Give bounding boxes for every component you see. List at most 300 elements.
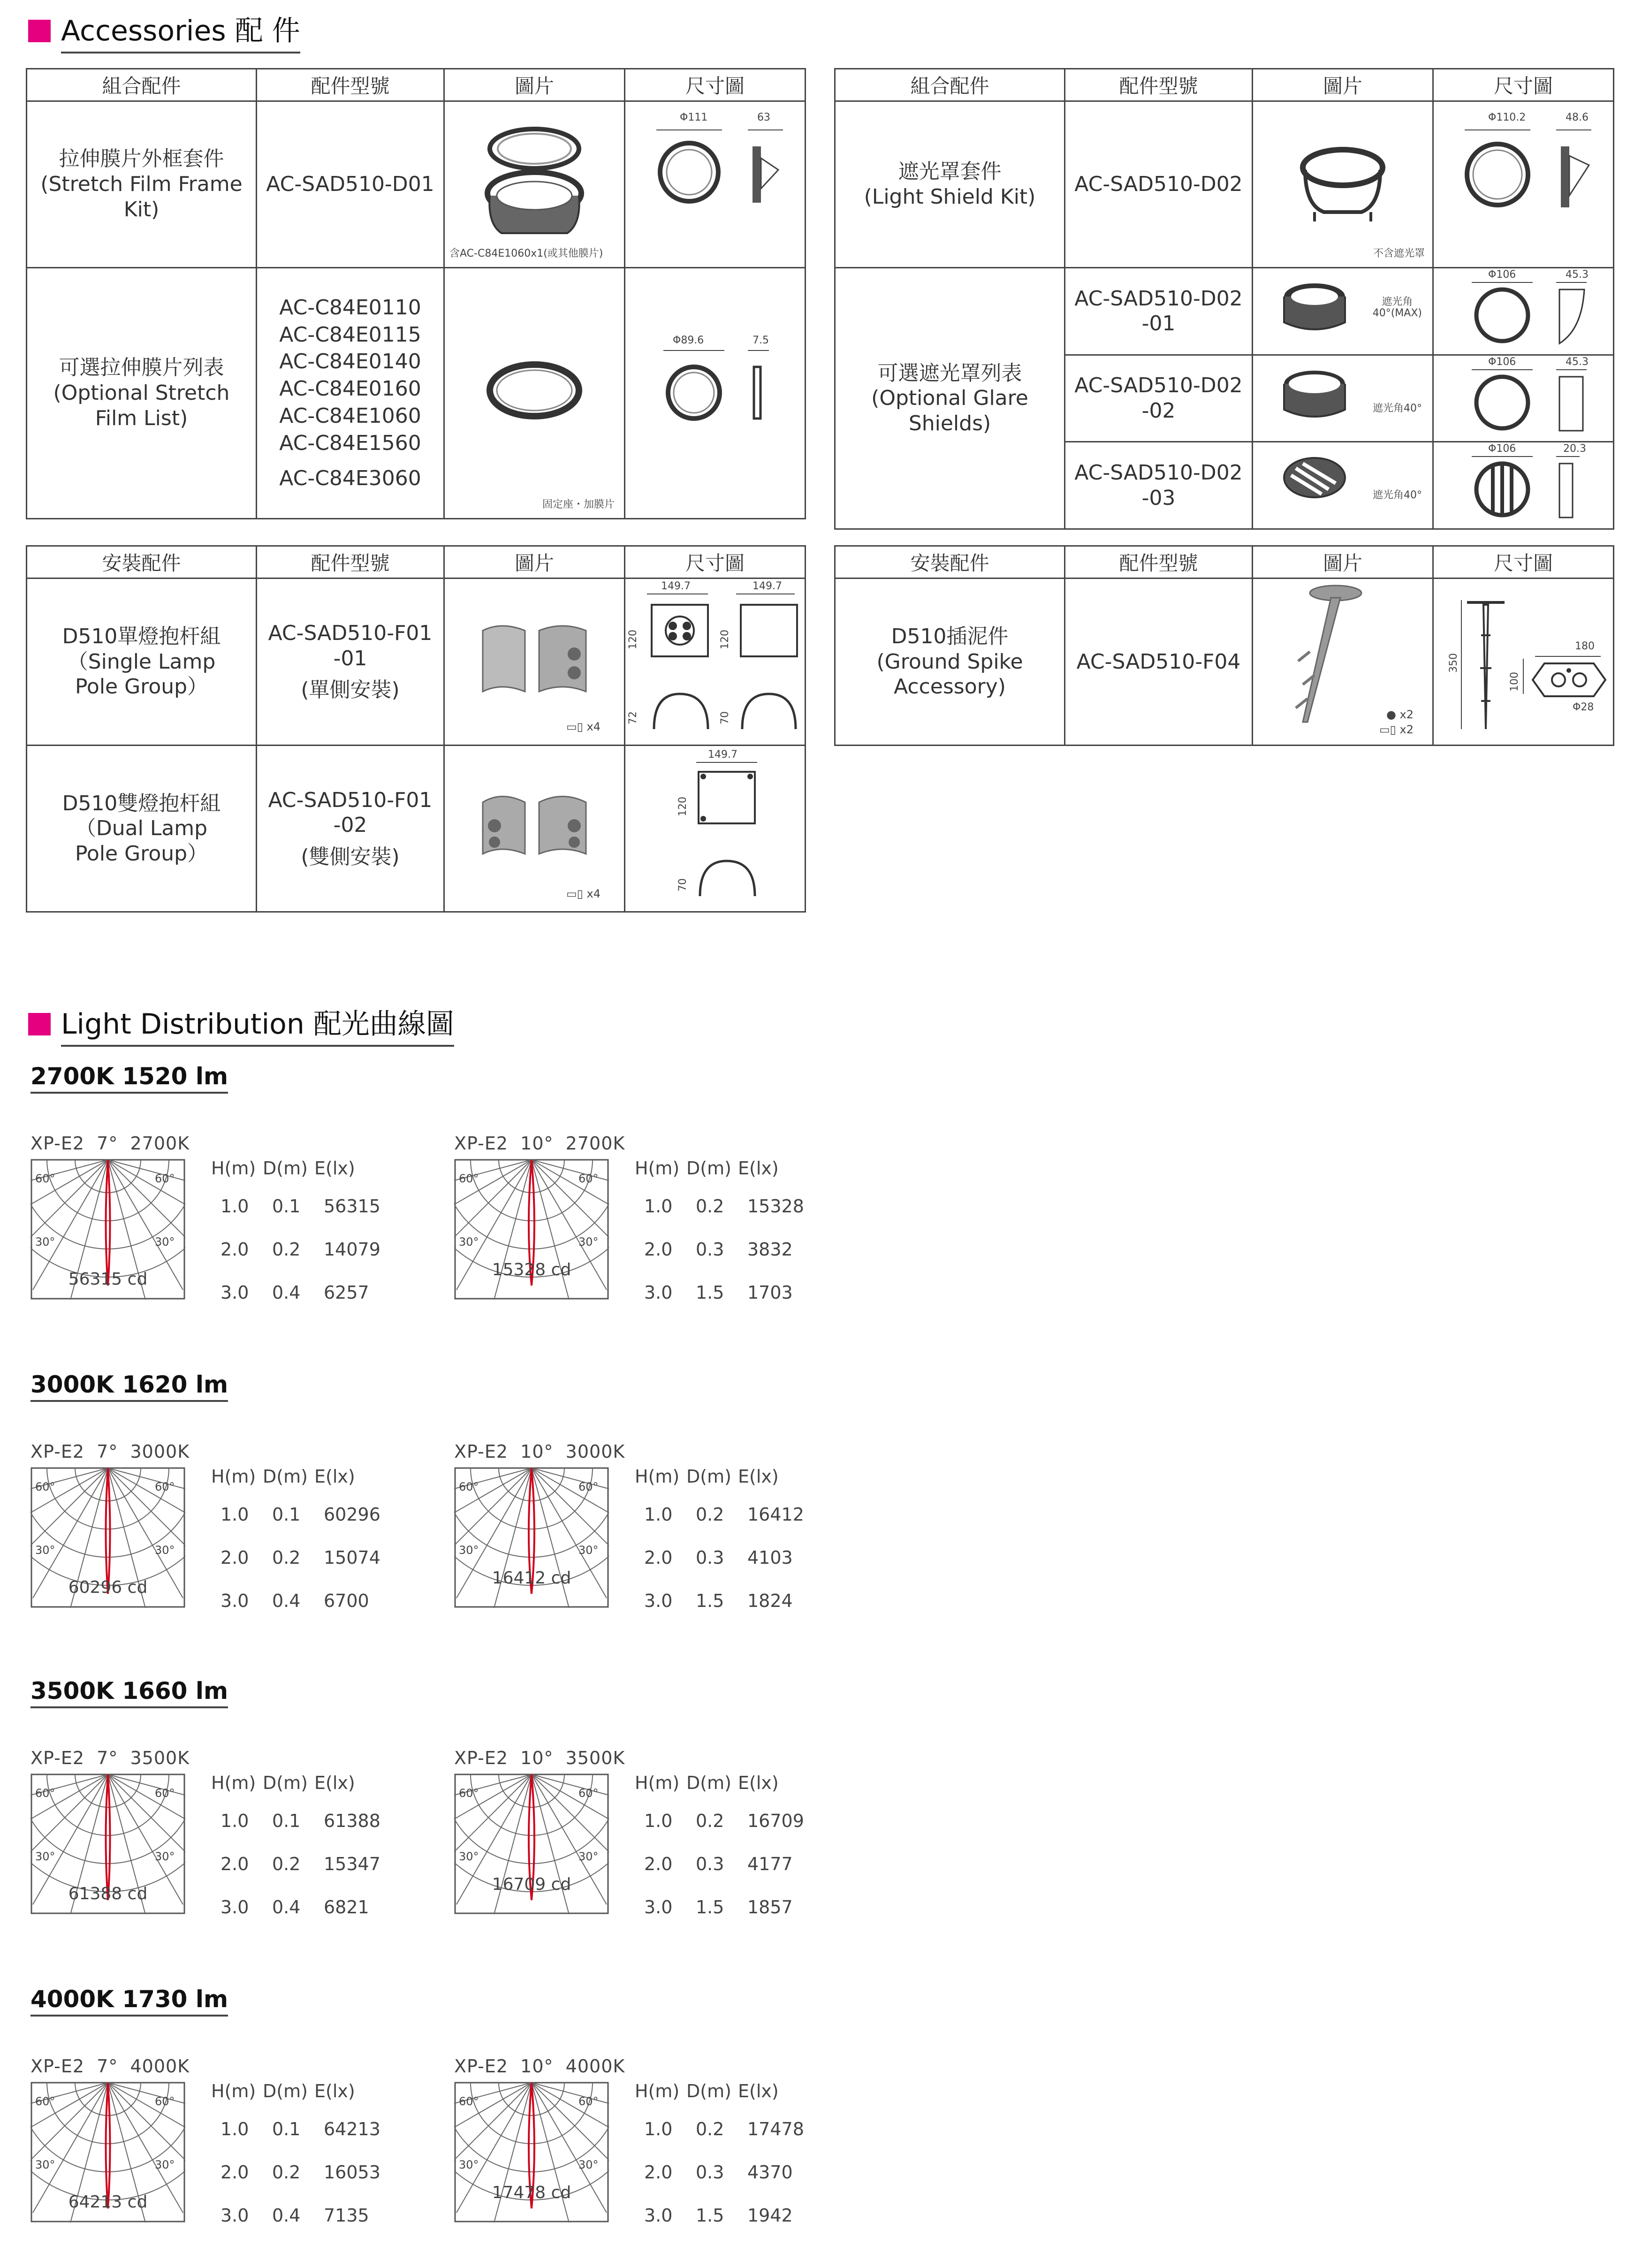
illuminance-table-header [635, 2075, 813, 2108]
table-cell: 0.3 [696, 1547, 724, 1568]
polar-angle-label: 60° [459, 1172, 479, 1185]
table-cell: 0.3 [696, 2162, 724, 2183]
dual-pole-dims [625, 745, 806, 912]
dim-label: Φ111 [680, 111, 708, 123]
dim-label: Φ106 [1488, 269, 1516, 281]
polar-angle-label: 30° [459, 1850, 479, 1863]
table-row [211, 1228, 389, 1271]
glare-image-02 [1253, 355, 1433, 442]
shield-table [834, 68, 1614, 530]
single-pole-dims [625, 578, 806, 746]
illuminance-table [635, 1152, 813, 1314]
peak-candela-label: 16412 cd [492, 1568, 571, 1588]
polar-angle-label: 30° [578, 1850, 599, 1863]
polar-chart [30, 1467, 185, 1608]
header-model: 配件型號 [257, 69, 444, 101]
polar-angle-label: 30° [459, 1235, 479, 1248]
glare-list-name: 可選遮光罩列表 (Optional Glare Shields) [835, 268, 1065, 529]
polar-angle-label: 30° [459, 1544, 479, 1557]
polar-angle-label: 30° [35, 1850, 55, 1863]
polar-chart-label: XP-E2 7° 3000K [30, 1441, 190, 1462]
table-cell: 3832 [747, 1239, 793, 1260]
column-header: D(m) [263, 2081, 308, 2101]
table-row [211, 1799, 389, 1842]
frame-kit-dims [625, 101, 806, 268]
column-header: D(m) [686, 1466, 731, 1487]
table-row [835, 268, 1614, 355]
table-cell: 15328 [747, 1196, 804, 1217]
spike-qty-2: ▭▯ x2 [1379, 723, 1414, 737]
table-cell: 0.2 [696, 1504, 724, 1525]
table-cell: 2.0 [220, 1547, 249, 1568]
polar-angle-label: 30° [578, 2158, 599, 2171]
illuminance-table [211, 1766, 389, 1929]
table-row [27, 578, 806, 746]
dim-label: 7.5 [753, 334, 769, 346]
polar-angle-label: 60° [155, 2095, 175, 2108]
table-cell: 6821 [324, 1897, 369, 1918]
illuminance-table-header [635, 1460, 813, 1493]
polar-chart [454, 1159, 609, 1300]
table-row [211, 1271, 389, 1314]
polar-chart-label: XP-E2 7° 2700K [30, 1133, 190, 1154]
header-model: 配件型號 [1065, 69, 1253, 101]
column-header: H(m) [211, 1158, 256, 1179]
illuminance-table-header [211, 1766, 389, 1799]
peak-candela-label: 56315 cd [68, 1270, 148, 1289]
polar-angle-label: 30° [459, 2158, 479, 2171]
table-row [211, 1536, 389, 1579]
polar-chart [454, 2082, 609, 2222]
dim-label: 149.7 [753, 580, 782, 592]
peak-candela-label: 60296 cd [68, 1578, 148, 1597]
spike-image [1253, 578, 1433, 746]
spike-model: AC-SAD510-F04 [1065, 578, 1253, 746]
single-pole-name: D510單燈抱杆組 （Single Lamp Pole Group） [27, 578, 257, 746]
distribution-group-title: 3000K 1620 lm [30, 1371, 228, 1402]
table-row [211, 1886, 389, 1929]
polar-chart-label: XP-E2 10° 3500K [454, 1748, 625, 1768]
column-header: E(lx) [738, 1466, 779, 1487]
polar-angle-label: 30° [578, 1544, 599, 1557]
table-cell: 1.0 [220, 1504, 249, 1525]
column-header: D(m) [263, 1773, 308, 1793]
table-cell: 0.1 [272, 1196, 301, 1217]
glare-shield-03-illustration [1272, 449, 1366, 515]
table-cell: 1.0 [644, 1504, 673, 1525]
distribution-group-title: 4000K 1730 lm [30, 1986, 228, 2017]
table-cell: 16709 [747, 1811, 804, 1831]
ground-spike-illustration [1270, 581, 1387, 736]
table-cell: 0.2 [272, 1239, 301, 1260]
table-cell: 1.5 [696, 1591, 724, 1611]
polar-chart-svg [454, 1159, 609, 1300]
illuminance-table-header [635, 1152, 813, 1185]
film-list-models: AC-C84E0110 AC-C84E0115 AC-C84E0140 AC-C84E0160 AC-C84E1060 AC-C84E1560 AC-C84E3060 [257, 268, 444, 519]
polar-angle-label: 60° [35, 1787, 55, 1800]
column-header: H(m) [635, 1773, 680, 1793]
section-marker [28, 20, 51, 42]
beam-curve [106, 1774, 110, 1900]
dual-pole-illustration [473, 779, 595, 873]
shield-kit-illustration [1286, 135, 1399, 228]
table-cell: 60296 [324, 1504, 380, 1525]
peak-candela-label: 15328 cd [492, 1260, 571, 1279]
table-cell: 61388 [324, 1811, 380, 1831]
illuminance-table-header [211, 1460, 389, 1493]
polar-chart-label: XP-E2 10° 2700K [454, 1133, 625, 1154]
dim-label: 72 [627, 711, 639, 724]
table-row [211, 1493, 389, 1536]
dim-label: 63 [757, 111, 770, 123]
table-row [635, 1185, 813, 1228]
polar-angle-label: 30° [35, 1235, 55, 1248]
table-cell: 0.2 [696, 1811, 724, 1831]
table-cell: 0.3 [696, 1239, 724, 1260]
table-row [211, 2151, 389, 2194]
dual-pole-model: AC-SAD510-F01 -02 (雙側安裝) [257, 745, 444, 912]
dim-label: Φ106 [1488, 356, 1516, 368]
dim-label: 350 [1448, 653, 1460, 673]
glare-model-02: AC-SAD510-D02 -02 [1065, 355, 1253, 442]
peak-candela-label: 16709 cd [492, 1875, 571, 1894]
shield-kit-note: 不含遮光罩 [1373, 248, 1425, 260]
polar-chart-svg [454, 2082, 609, 2222]
spike-install-table [834, 545, 1614, 746]
frame-kit-illustration [464, 111, 605, 252]
dim-label: Φ89.6 [673, 334, 704, 346]
polar-angle-label: 30° [35, 1544, 55, 1557]
table-cell: 1824 [747, 1591, 793, 1611]
single-pole-illustration [473, 612, 595, 706]
table-cell: 15347 [324, 1854, 380, 1874]
table-cell: 0.4 [272, 1591, 301, 1611]
glare-shield-02-illustration [1272, 363, 1366, 428]
single-pole-dimension-drawing [626, 579, 804, 738]
dim-label: 120 [677, 796, 689, 816]
shield-kit-image [1253, 101, 1433, 268]
dim-label: 180 [1575, 640, 1595, 652]
polar-chart-svg [30, 2082, 185, 2222]
spike-dims [1433, 578, 1614, 746]
column-header: H(m) [635, 1466, 680, 1487]
polar-angle-label: 60° [578, 1480, 599, 1493]
column-header: H(m) [211, 2081, 256, 2101]
polar-angle-label: 60° [459, 1480, 479, 1493]
table-row [835, 101, 1614, 268]
table-cell: 64213 [324, 2119, 380, 2139]
column-header: D(m) [263, 1158, 308, 1179]
accessories-title [28, 8, 300, 53]
table-row [211, 1185, 389, 1228]
table-cell: 1.5 [696, 1282, 724, 1303]
polar-chart-label: XP-E2 10° 4000K [454, 2056, 625, 2077]
table-cell: 3.0 [644, 1591, 673, 1611]
distribution-group-title: 2700K 1520 lm [30, 1063, 228, 1094]
polar-chart [30, 1773, 185, 1914]
dim-label: 48.6 [1566, 111, 1589, 123]
polar-angle-label: 60° [155, 1480, 175, 1493]
dual-pole-qty: ▭▯ x4 [566, 887, 601, 901]
polar-chart [30, 1159, 185, 1300]
polar-chart-svg [30, 1773, 185, 1914]
glare-03-dimension-drawing [1437, 442, 1610, 522]
table-cell: 1703 [747, 1282, 793, 1303]
header-dims: 尺寸圖 [625, 69, 806, 101]
table-cell: 1.0 [644, 2119, 673, 2139]
table-cell: 0.2 [696, 2119, 724, 2139]
frame-kit-dimension-drawing [628, 111, 802, 252]
column-header: E(lx) [738, 2081, 779, 2101]
table-cell: 2.0 [644, 1854, 673, 1874]
header-dims: 尺寸圖 [625, 546, 806, 578]
frame-kit-note: 含AC-C84E1060x1(或其他膜片) [449, 248, 603, 260]
table-cell: 14079 [324, 1239, 380, 1260]
film-list-note: 固定座・加膜片 [542, 499, 615, 511]
dim-label: 45.3 [1566, 269, 1589, 281]
dim-label: 70 [677, 878, 689, 891]
glare-note-03: 遮光角40° [1373, 489, 1422, 502]
header-image: 圖片 [1253, 546, 1433, 578]
polar-angle-label: 60° [35, 1172, 55, 1185]
table-cell: 3.0 [644, 1897, 673, 1918]
dual-pole-name: D510雙燈抱杆組 （Dual Lamp Pole Group） [27, 745, 257, 912]
polar-chart-svg [454, 1467, 609, 1608]
table-cell: 0.2 [272, 2162, 301, 2183]
table-cell: 3.0 [220, 1282, 249, 1303]
illuminance-table [635, 2075, 813, 2237]
distribution-title-text: Light Distribution 配光曲線圖 [61, 1002, 454, 1047]
single-pole-image [444, 578, 625, 746]
table-cell: 0.4 [272, 2205, 301, 2226]
illuminance-table [211, 2075, 389, 2237]
polar-angle-label: 60° [35, 1480, 55, 1493]
table-cell: 3.0 [644, 1282, 673, 1303]
dim-label: 120 [627, 630, 639, 649]
polar-chart-label: XP-E2 10° 3000K [454, 1441, 625, 1462]
table-row [211, 2108, 389, 2151]
illuminance-table-header [211, 1152, 389, 1185]
polar-chart-svg [454, 1773, 609, 1914]
glare-model-03: AC-SAD510-D02 -03 [1065, 442, 1253, 529]
polar-chart-label: XP-E2 7° 3500K [30, 1748, 190, 1768]
dim-label: Φ106 [1488, 443, 1516, 455]
table-cell: 3.0 [220, 1897, 249, 1918]
polar-angle-label: 30° [35, 2158, 55, 2171]
table-row [635, 2194, 813, 2237]
table-cell: 1.0 [220, 2119, 249, 2139]
polar-angle-label: 60° [155, 1787, 175, 1800]
table-row [635, 1493, 813, 1536]
polar-chart [454, 1773, 609, 1914]
table-cell: 1.5 [696, 2205, 724, 2226]
peak-candela-label: 64213 cd [68, 2192, 148, 2212]
film-list-name: 可選拉伸膜片列表 (Optional Stretch Film List) [27, 268, 257, 519]
table-row [635, 1579, 813, 1622]
film-list-dims [625, 268, 806, 519]
table-cell: 16412 [747, 1504, 804, 1525]
table-cell: 1942 [747, 2205, 793, 2226]
single-pole-model: AC-SAD510-F01 -01 (單側安裝) [257, 578, 444, 746]
film-ring-illustration [478, 353, 591, 428]
section-marker [28, 1013, 51, 1035]
illuminance-table [635, 1460, 813, 1622]
beam-curve [106, 1468, 110, 1594]
table-cell: 0.2 [272, 1547, 301, 1568]
table-cell: 3.0 [644, 2205, 673, 2226]
illuminance-table [211, 1152, 389, 1314]
column-header: H(m) [635, 1158, 680, 1179]
table-cell: 2.0 [644, 1547, 673, 1568]
header-model: 配件型號 [257, 546, 444, 578]
glare-dims-02 [1433, 355, 1614, 442]
table-row [835, 578, 1614, 746]
column-header: E(lx) [738, 1158, 779, 1179]
table-cell: 17478 [747, 2119, 804, 2139]
ground-spike-dimension-drawing [1434, 579, 1612, 738]
single-pole-qty: ▭▯ x4 [566, 720, 601, 734]
header-install: 安裝配件 [835, 546, 1065, 578]
glare-shield-01-illustration [1272, 275, 1366, 341]
frame-kit-name: 拉伸膜片外框套件 (Stretch Film Frame Kit) [27, 101, 257, 268]
column-header: D(m) [686, 1773, 731, 1793]
illuminance-table [211, 1460, 389, 1622]
table-cell: 15074 [324, 1547, 380, 1568]
header-install: 安裝配件 [27, 546, 257, 578]
dim-label: 149.7 [661, 580, 691, 592]
glare-note-01: 遮光角 40°(MAX) [1372, 296, 1422, 320]
column-header: E(lx) [314, 1773, 355, 1793]
dual-pole-dimension-drawing [626, 746, 804, 906]
distribution-title [28, 1002, 454, 1047]
shield-kit-name: 遮光罩套件 (Light Shield Kit) [835, 101, 1065, 268]
glare-01-dimension-drawing [1437, 268, 1610, 348]
table-row [635, 1536, 813, 1579]
table-cell: 0.1 [272, 1504, 301, 1525]
polar-angle-label: 60° [35, 2095, 55, 2108]
film-list-image [444, 268, 625, 519]
table-cell: 0.1 [272, 2119, 301, 2139]
polar-chart-svg [30, 1159, 185, 1300]
table-cell: 0.2 [696, 1196, 724, 1217]
polar-angle-label: 30° [155, 1850, 175, 1863]
glare-dims-03 [1433, 442, 1614, 529]
table-row [211, 1579, 389, 1622]
polar-chart [30, 2082, 185, 2222]
column-header: E(lx) [314, 2081, 355, 2101]
polar-angle-label: 30° [155, 1544, 175, 1557]
frame-kit-image [444, 101, 625, 268]
header-image: 圖片 [444, 69, 625, 101]
table-cell: 6700 [324, 1591, 369, 1611]
illuminance-table-header [211, 2075, 389, 2108]
table-cell: 4177 [747, 1854, 793, 1874]
table-cell: 3.0 [220, 1591, 249, 1611]
glare-dims-01 [1433, 268, 1614, 355]
table-cell: 6257 [324, 1282, 369, 1303]
header-image: 圖片 [444, 546, 625, 578]
table-cell: 4370 [747, 2162, 793, 2183]
column-header: E(lx) [314, 1158, 355, 1179]
header-combo: 組合配件 [835, 69, 1065, 101]
table-row [635, 1886, 813, 1929]
illuminance-table-header [635, 1766, 813, 1799]
peak-candela-label: 61388 cd [68, 1884, 148, 1903]
table-cell: 0.2 [272, 1854, 301, 1874]
distribution-group-title: 3500K 1660 lm [30, 1677, 228, 1708]
polar-chart [454, 1467, 609, 1608]
table-cell: 2.0 [220, 1239, 249, 1260]
table-cell: 0.4 [272, 1897, 301, 1918]
polar-angle-label: 60° [578, 1787, 599, 1800]
table-cell: 1.0 [220, 1196, 249, 1217]
column-header: H(m) [211, 1466, 256, 1487]
column-header: D(m) [686, 2081, 731, 2101]
polar-chart-svg [30, 1467, 185, 1608]
dim-label: 70 [719, 711, 731, 724]
polar-angle-label: 30° [578, 1235, 599, 1248]
polar-angle-label: 60° [459, 1787, 479, 1800]
table-row [635, 2151, 813, 2194]
table-row [635, 1228, 813, 1271]
column-header: E(lx) [314, 1466, 355, 1487]
table-row [27, 101, 806, 268]
table-cell: 2.0 [644, 1239, 673, 1260]
spike-qty-1: ● x2 [1386, 708, 1414, 722]
dim-label: 20.3 [1563, 443, 1586, 455]
table-cell: 1857 [747, 1897, 793, 1918]
dim-label: 45.3 [1566, 356, 1589, 368]
dim-label: 149.7 [708, 748, 737, 761]
table-cell: 1.0 [644, 1811, 673, 1831]
beam-curve [106, 1160, 110, 1286]
glare-model-01: AC-SAD510-D02 -01 [1065, 268, 1253, 355]
header-dims: 尺寸圖 [1433, 546, 1614, 578]
illuminance-table [635, 1766, 813, 1929]
table-row [211, 2194, 389, 2237]
column-header: H(m) [635, 2081, 680, 2101]
table-cell: 4103 [747, 1547, 793, 1568]
table-cell: 2.0 [220, 1854, 249, 1874]
table-cell: 56315 [324, 1196, 380, 1217]
header-model: 配件型號 [1065, 546, 1253, 578]
table-cell: 16053 [324, 2162, 380, 2183]
peak-candela-label: 17478 cd [492, 2183, 571, 2202]
beam-curve [106, 2083, 110, 2208]
glare-02-dimension-drawing [1437, 356, 1610, 435]
film-list-dimension-drawing [628, 334, 802, 447]
column-header: D(m) [263, 1466, 308, 1487]
table-cell: 1.5 [696, 1897, 724, 1918]
dual-pole-image [444, 745, 625, 912]
table-cell: 2.0 [220, 2162, 249, 2183]
dim-label: 120 [719, 630, 731, 649]
polar-angle-label: 60° [459, 2095, 479, 2108]
table-cell: 1.0 [644, 1196, 673, 1217]
table-cell: 0.1 [272, 1811, 301, 1831]
polar-chart-label: XP-E2 7° 4000K [30, 2056, 190, 2077]
pole-install-table [26, 545, 806, 913]
table-cell: 1.0 [220, 1811, 249, 1831]
shield-kit-dims [1433, 101, 1614, 268]
spike-name: D510插泥件 (Ground Spike Accessory) [835, 578, 1065, 746]
polar-angle-label: 60° [155, 1172, 175, 1185]
dim-label: Φ28 [1573, 701, 1594, 713]
frame-film-table [26, 68, 806, 519]
table-row [27, 745, 806, 912]
table-row [635, 1842, 813, 1886]
table-cell: 3.0 [220, 2205, 249, 2226]
